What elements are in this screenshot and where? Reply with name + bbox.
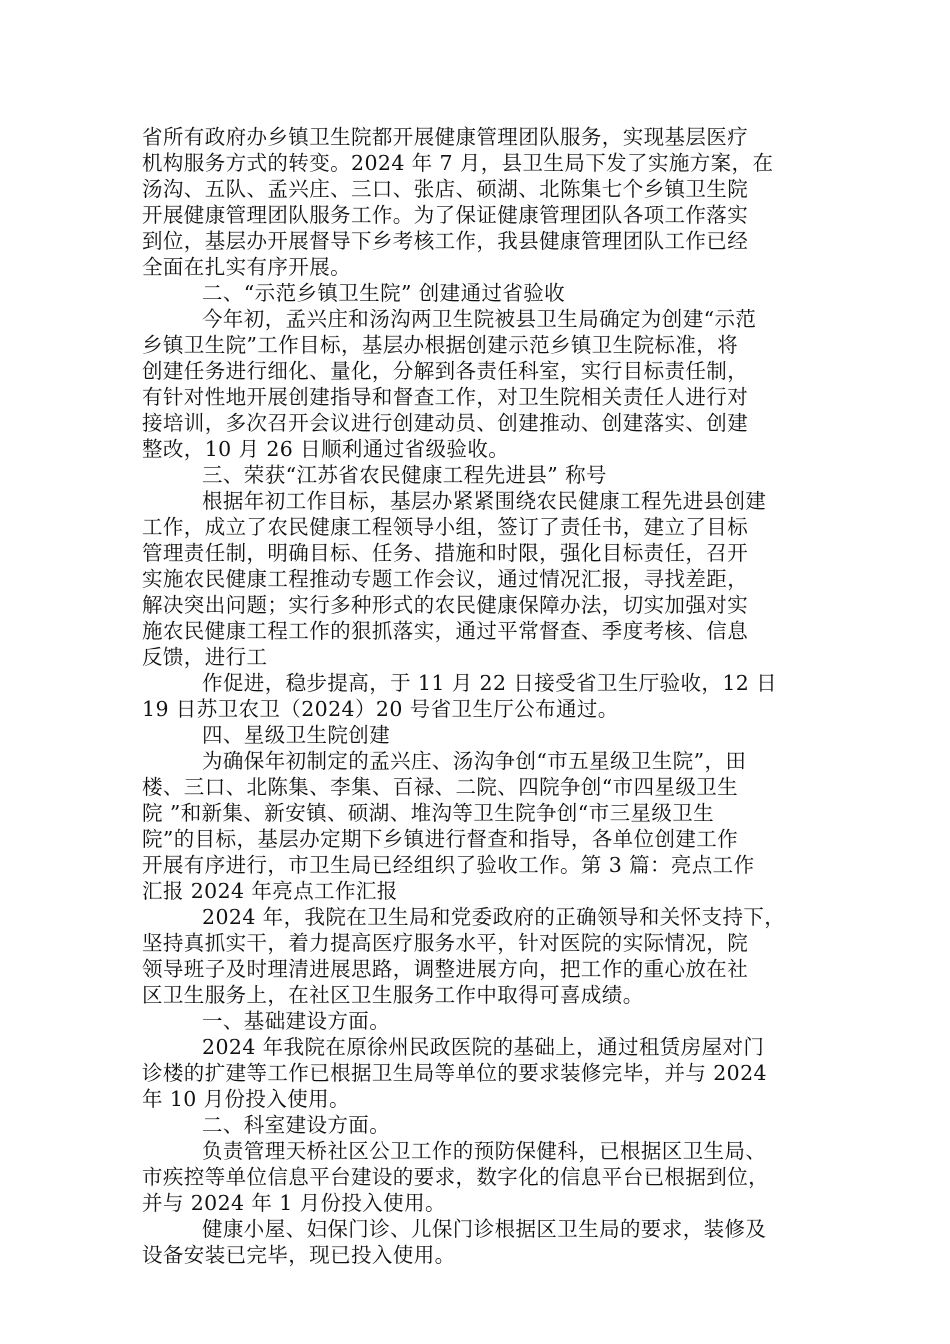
text-line: 汤沟、五队、孟兴庄、三口、张店、硕湖、北陈集七个乡镇卫生院 <box>142 177 749 201</box>
text-line: 区卫生服务上，在社区卫生服务工作中取得可喜成绩。 <box>142 983 644 1007</box>
text-line: 诊楼的扩建等工作已根据卫生局等单位的要求装修完毕，并与 2024 <box>142 1061 767 1085</box>
text-line: 负责管理天桥社区公卫工作的预防保健科，已根据区卫生局、 <box>202 1139 767 1163</box>
text-line: 汇报 2024 年亮点工作汇报 <box>142 879 398 903</box>
text-line: 乡镇卫生院”工作目标，基层办根据创建示范乡镇卫生院标准，将 <box>142 333 739 357</box>
text-line: 健康小屋、妇保门诊、儿保门诊根据区卫生局的要求，装修及 <box>202 1217 767 1241</box>
text-line: 二、“示范乡镇卫生院” 创建通过省验收 <box>202 281 566 305</box>
text-line: 创建任务进行细化、量化，分解到各责任科室，实行目标责任制， <box>142 359 749 383</box>
text-line: 省所有政府办乡镇卫生院都开展健康管理团队服务，实现基层医疗 <box>142 125 749 149</box>
text-line: 市疾控等单位信息平台建设的要求，数字化的信息平台已根据到位， <box>142 1165 769 1189</box>
text-line: 2024 年，我院在卫生局和党委政府的正确领导和关怀支持下， <box>202 905 786 929</box>
text-line: 四、星级卫生院创建 <box>202 723 391 747</box>
text-line: 2024 年我院在原徐州民政医院的基础上，通过租赁房屋对门 <box>202 1035 765 1059</box>
text-line: 为确保年初制定的孟兴庄、汤沟争创“市五星级卫生院”，田 <box>202 749 747 773</box>
text-line: 有针对性地开展创建指导和督查工作，对卫生院相关责任人进行对 <box>142 385 749 409</box>
text-line: 并与 2024 年 1 月份投入使用。 <box>142 1191 446 1215</box>
text-line: 年 10 月份投入使用。 <box>142 1087 350 1111</box>
text-line: 实施农民健康工程推动专题工作会议，通过情况汇报，寻找差距， <box>142 567 749 591</box>
text-line: 一、基础建设方面。 <box>202 1009 391 1033</box>
text-line: 管理责任制，明确目标、任务、措施和时限，强化目标责任，召开 <box>142 541 749 565</box>
text-line: 作促进，稳步提高，于 11 月 22 日接受省卫生厅验收，12 日 <box>202 671 778 695</box>
text-line: 设备安装已完毕，现已投入使用。 <box>142 1243 456 1267</box>
text-line: 全面在扎实有序开展。 <box>142 255 351 279</box>
text-line: 三、荣获“江苏省农民健康工程先进县” 称号 <box>202 463 607 487</box>
text-line: 到位，基层办开展督导下乡考核工作，我县健康管理团队工作已经 <box>142 229 749 253</box>
text-line: 接培训，多次召开会议进行创建动员、创建推动、创建落实、创建 <box>142 411 749 435</box>
text-line: 楼、三口、北陈集、李集、百禄、二院、四院争创“市四星级卫生 <box>142 775 739 799</box>
text-line: 院”的目标，基层办定期下乡镇进行督查和指导，各单位创建工作 <box>142 827 739 851</box>
text-line: 领导班子及时理清进展思路，调整进展方向，把工作的重心放在社 <box>142 957 749 981</box>
text-line: 根据年初工作目标，基层办紧紧围绕农民健康工程先进县创建 <box>202 489 767 513</box>
text-line: 机构服务方式的转变。2024 年 7 月，县卫生局下发了实施方案，在 <box>142 151 774 175</box>
text-line: 解决突出问题；实行多种形式的农民健康保障办法，切实加强对实 <box>142 593 749 617</box>
text-line: 坚持真抓实干，着力提高医疗服务水平，针对医院的实际情况，院 <box>142 931 749 955</box>
text-line: 开展有序进行，市卫生局已经组织了验收工作。第 3 篇：亮点工作 <box>142 853 755 877</box>
text-line: 施农民健康工程工作的狠抓落实，通过平常督查、季度考核、信息 <box>142 619 749 643</box>
text-line: 院 ”和新集、新安镇、硕湖、堆沟等卫生院争创“市三星级卫生 <box>142 801 715 825</box>
text-line: 19 日苏卫农卫（2024）20 号省卫生厅公布通过。 <box>142 697 619 721</box>
text-line: 反馈，进行工 <box>142 645 268 669</box>
text-line: 整改，10 月 26 日顺利通过省级验收。 <box>142 437 510 461</box>
text-line: 工作，成立了农民健康工程领导小组，签订了责任书，建立了目标 <box>142 515 749 539</box>
text-line: 开展健康管理团队服务工作。为了保证健康管理团队各项工作落实 <box>142 203 749 227</box>
document-body <box>142 124 810 1268</box>
text-line: 今年初，孟兴庄和汤沟两卫生院被县卫生局确定为创建“示范 <box>202 307 757 331</box>
text-line: 二、科室建设方面。 <box>202 1113 391 1137</box>
